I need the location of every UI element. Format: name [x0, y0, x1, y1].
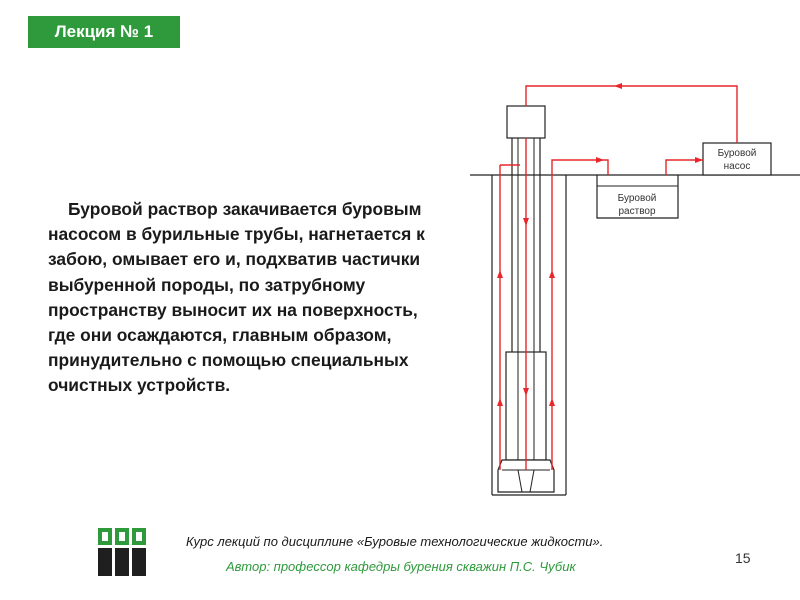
flow-pump-to-swivel — [526, 86, 737, 143]
arrow-to-pit — [596, 157, 604, 163]
mud-pump-label-1: Буровой — [717, 148, 757, 159]
swivel-head — [507, 106, 545, 138]
page-number: 15 — [735, 550, 751, 566]
arrow-up-left-1 — [497, 270, 503, 278]
arrow-up-right-2 — [549, 398, 555, 406]
arrow-up-right-1 — [549, 270, 555, 278]
flow-pit-to-pump — [666, 160, 703, 175]
mud-pump-label-2: насос — [723, 161, 751, 172]
mud-pit-label-2: раствор — [618, 206, 656, 217]
mud-pit-label-1: Буровой — [617, 193, 657, 204]
arrow-to-pump — [695, 157, 703, 163]
lecture-badge: Лекция № 1 — [28, 16, 180, 48]
description-paragraph: Буровой раствор закачивается буровым насосом в бурильные трубы, нагнетается к забою, омывает его и, подхватив частички выбуренной породы, по затрубному пространству выносит их на поверхность, где они осаждаются, главным образом, принудительно с помощью специальных очистных устройств. — [48, 199, 425, 396]
flow-annulus-to-pit — [552, 160, 608, 470]
arrow-up-left-2 — [497, 398, 503, 406]
arrow-down-1 — [523, 218, 529, 226]
author-line: Автор: профессор кафедры бурения скважин П.С. Чубик — [226, 559, 576, 574]
arrow-top-left — [614, 83, 622, 89]
course-title: Курс лекций по дисциплине «Буровые технологические жидкости». — [186, 534, 604, 549]
university-logo — [96, 526, 148, 578]
